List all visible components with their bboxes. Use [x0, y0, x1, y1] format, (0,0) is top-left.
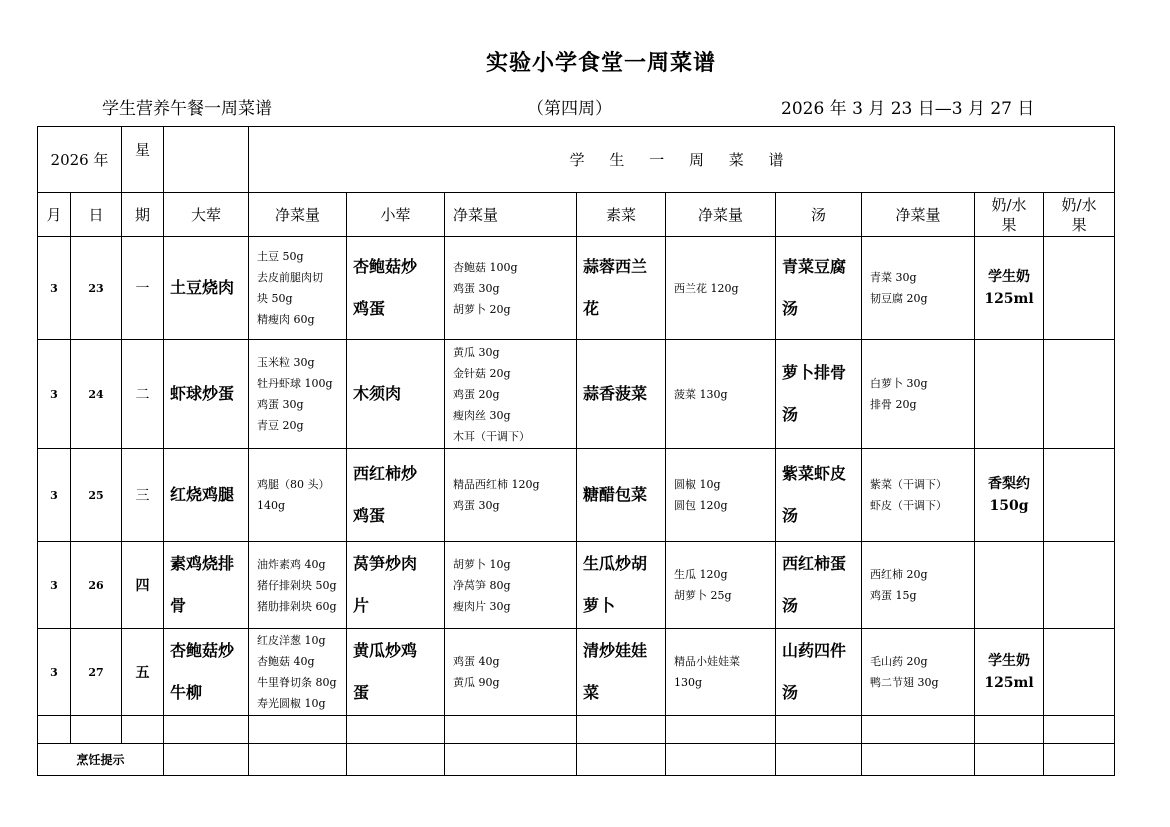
veg-dish: 生瓜炒胡 萝卜 [577, 542, 666, 629]
main-dish: 虾球炒蛋 [164, 340, 249, 449]
cooking-tips-label: 烹饪提示 [38, 744, 164, 776]
milk-fruit: 香梨约 150g [975, 449, 1044, 542]
veg-dish: 清炒娃娃 菜 [577, 629, 666, 716]
day-cell: 26 [71, 542, 122, 629]
veg-dish: 蒜香菠菜 [577, 340, 666, 449]
main-dish-qty: 玉米粒 30g 牡丹虾球 100g 鸡蛋 30g 青豆 20g [249, 340, 347, 449]
month-header: 月 [38, 193, 71, 237]
side-dish: 杏鲍菇炒 鸡蛋 [347, 237, 445, 340]
month-cell: 3 [38, 237, 71, 340]
side-dish-qty: 鸡蛋 40g 黄瓜 90g [445, 629, 577, 716]
weekday-cell: 四 [122, 542, 164, 629]
veg-dish-qty: 菠菜 130g [666, 340, 776, 449]
tips-cell [164, 744, 249, 776]
table-row [38, 340, 1115, 449]
side-dish-qty: 精品西红柿 120g 鸡蛋 30g [445, 449, 577, 542]
side-dish: 黄瓜炒鸡 蛋 [347, 629, 445, 716]
main-dish-qty: 鸡腿（80 头） 140g [249, 449, 347, 542]
soup: 紫菜虾皮 汤 [776, 449, 862, 542]
side-dish: 木须肉 [347, 340, 445, 449]
month-cell: 3 [38, 542, 71, 629]
soup: 山药四件 汤 [776, 629, 862, 716]
side-dish: 莴笋炒肉 片 [347, 542, 445, 629]
soup-qty: 西红柿 20g 鸡蛋 15g [862, 542, 975, 629]
empty-cell [1044, 716, 1115, 744]
tips-cell [975, 744, 1044, 776]
extra-cell [1044, 542, 1115, 629]
empty-header-cell [164, 127, 249, 193]
tips-cell [666, 744, 776, 776]
main-dish: 红烧鸡腿 [164, 449, 249, 542]
tips-cell [249, 744, 347, 776]
veg-header: 素菜 [577, 193, 666, 237]
empty-cell [666, 716, 776, 744]
main-dish-qty: 土豆 50g 去皮前腿肉切 块 50g 精瘦肉 60g [249, 237, 347, 340]
week-number: （第四周） [527, 99, 612, 119]
weekday-cell: 一 [122, 237, 164, 340]
table-row [38, 542, 1115, 629]
empty-cell [122, 716, 164, 744]
week-menu-title: 学 生 一 周 菜 谱 [249, 127, 1115, 193]
milk-fruit [975, 340, 1044, 449]
veg-dish-qty: 精品小娃娃菜 130g [666, 629, 776, 716]
table-row [38, 449, 1115, 542]
veg-dish-qty: 生瓜 120g 胡萝卜 25g [666, 542, 776, 629]
tips-cell [577, 744, 666, 776]
day-cell: 23 [71, 237, 122, 340]
veg-dish: 糖醋包菜 [577, 449, 666, 542]
tips-cell [347, 744, 445, 776]
veg-dish-qty: 西兰花 120g [666, 237, 776, 340]
weekly-menu-table [37, 126, 1115, 776]
day-cell: 24 [71, 340, 122, 449]
weekday-cell: 三 [122, 449, 164, 542]
empty-cell [975, 716, 1044, 744]
soup-qty-header: 净菜量 [862, 193, 975, 237]
table-row [38, 237, 1115, 340]
empty-cell [577, 716, 666, 744]
main-dish: 土豆烧肉 [164, 237, 249, 340]
soup-qty: 青菜 30g 韧豆腐 20g [862, 237, 975, 340]
month-cell: 3 [38, 449, 71, 542]
main-dish: 素鸡烧排 骨 [164, 542, 249, 629]
day-cell: 27 [71, 629, 122, 716]
empty-cell [347, 716, 445, 744]
side-dish-qty: 黄瓜 30g 金针菇 20g 鸡蛋 20g 瘦肉丝 30g 木耳（干调下） [445, 340, 577, 449]
date-range: 2026 年 3 月 23 日—3 月 27 日 [781, 99, 1035, 119]
empty-cell [776, 716, 862, 744]
table-row [38, 629, 1115, 716]
page-title: 实验小学食堂一周菜谱 [485, 50, 716, 76]
main-dish-qty: 红皮洋葱 10g 杏鲍菇 40g 牛里脊切条 80g 寿光圆椒 10g [249, 629, 347, 716]
empty-cell [445, 716, 577, 744]
soup: 萝卜排骨 汤 [776, 340, 862, 449]
veg-qty-header: 净菜量 [666, 193, 776, 237]
soup-qty: 紫菜（干调下） 虾皮（干调下） [862, 449, 975, 542]
extra-cell [1044, 629, 1115, 716]
soup-header: 汤 [776, 193, 862, 237]
main-dish-qty: 油炸素鸡 40g 猪仔排剁块 50g 猪肋排剁块 60g [249, 542, 347, 629]
extra-cell [1044, 340, 1115, 449]
weekday-cell: 二 [122, 340, 164, 449]
side-dish-qty: 胡萝卜 10g 净莴笋 80g 瘦肉片 30g [445, 542, 577, 629]
day-cell: 25 [71, 449, 122, 542]
weekday-header-top: 星 [122, 127, 164, 193]
month-cell: 3 [38, 340, 71, 449]
empty-cell [862, 716, 975, 744]
tips-cell [776, 744, 862, 776]
milk-fruit: 学生奶 125ml [975, 629, 1044, 716]
weekday-cell: 五 [122, 629, 164, 716]
side-dish: 西红柿炒 鸡蛋 [347, 449, 445, 542]
day-header: 日 [71, 193, 122, 237]
soup: 青菜豆腐 汤 [776, 237, 862, 340]
side-dish-header: 小荤 [347, 193, 445, 237]
veg-dish-qty: 圆椒 10g 圆包 120g [666, 449, 776, 542]
soup-qty: 白萝卜 30g 排骨 20g [862, 340, 975, 449]
year-cell: 2026 年 [38, 127, 122, 193]
empty-row [38, 716, 1115, 744]
main-dish: 杏鲍菇炒 牛柳 [164, 629, 249, 716]
soup: 西红柿蛋 汤 [776, 542, 862, 629]
milk-fruit [975, 542, 1044, 629]
header-row-1 [38, 127, 1115, 193]
extra-cell [1044, 237, 1115, 340]
tips-cell [1044, 744, 1115, 776]
empty-cell [38, 716, 71, 744]
empty-cell [249, 716, 347, 744]
tips-row [38, 744, 1115, 776]
milk-fruit: 学生奶 125ml [975, 237, 1044, 340]
main-qty-header: 净菜量 [249, 193, 347, 237]
extra-cell [1044, 449, 1115, 542]
veg-dish: 蒜蓉西兰 花 [577, 237, 666, 340]
empty-cell [164, 716, 249, 744]
header-row-2 [38, 193, 1115, 237]
milk-fruit-header-2: 奶/水 果 [1044, 193, 1115, 237]
side-dish-qty: 杏鲍菇 100g 鸡蛋 30g 胡萝卜 20g [445, 237, 577, 340]
main-dish-header: 大荤 [164, 193, 249, 237]
empty-cell [71, 716, 122, 744]
side-qty-header: 净菜量 [445, 193, 577, 237]
subtitle-left: 学生营养午餐一周菜谱 [102, 99, 272, 119]
soup-qty: 毛山药 20g 鸭二节翅 30g [862, 629, 975, 716]
month-cell: 3 [38, 629, 71, 716]
tips-cell [445, 744, 577, 776]
tips-cell [862, 744, 975, 776]
weekday-header-bottom: 期 [122, 193, 164, 237]
milk-fruit-header: 奶/水 果 [975, 193, 1044, 237]
